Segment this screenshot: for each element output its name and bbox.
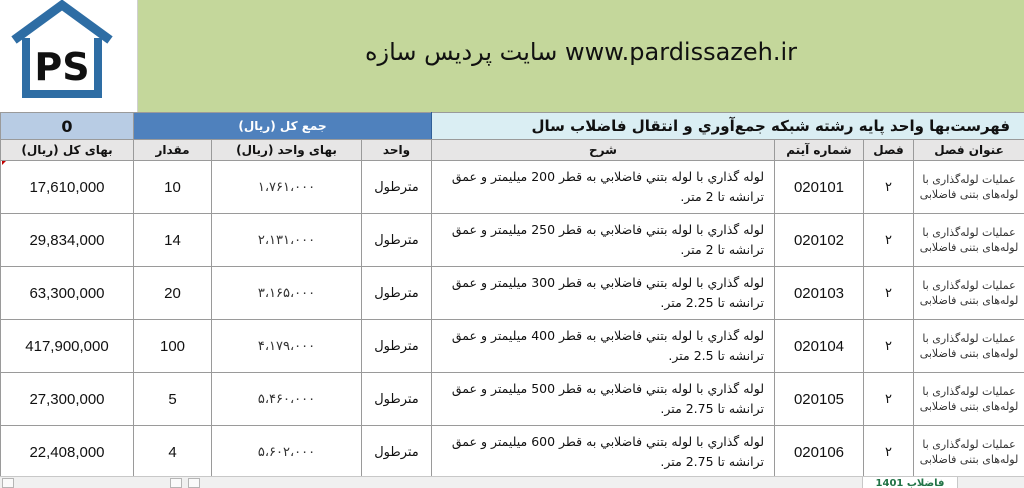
col-header-item-number[interactable]: شماره آیتم bbox=[775, 140, 864, 161]
chapter-title-cell[interactable]: عملیات لوله‌گذاری با لوله‌های بتنی فاضلابی bbox=[914, 267, 1024, 320]
description-cell[interactable]: لوله گذاري با لوله بتني فاضلابي به قطر 300 ميليمتر و عمق ترانشه تا 2.25 متر. bbox=[432, 267, 775, 320]
table-row bbox=[1, 320, 1024, 373]
item-number-cell[interactable]: 020101 bbox=[775, 161, 864, 214]
quantity-cell[interactable]: 14 bbox=[134, 214, 212, 267]
unit-price-cell[interactable]: ۵،۴۶۰،۰۰۰ bbox=[212, 373, 362, 426]
col-header-chapter-title[interactable]: عنوان فصل bbox=[914, 140, 1024, 161]
price-list-sheet bbox=[0, 112, 1024, 479]
col-header-total-price[interactable]: بهای کل (ریال) bbox=[1, 140, 134, 161]
col-header-quantity[interactable]: مقدار bbox=[134, 140, 212, 161]
col-header-unit-price[interactable]: بهای واحد (ریال) bbox=[212, 140, 362, 161]
sheet-tab-bar bbox=[0, 476, 1024, 488]
unit-price-cell[interactable]: ۵،۶۰۲،۰۰۰ bbox=[212, 426, 362, 479]
summary-row bbox=[1, 113, 1024, 140]
table-row bbox=[1, 267, 1024, 320]
house-logo-icon bbox=[0, 0, 138, 112]
chapter-title-cell[interactable]: عملیات لوله‌گذاری با لوله‌های بتنی فاضلابی bbox=[914, 214, 1024, 267]
banner bbox=[0, 0, 1024, 112]
item-number-cell[interactable]: 020105 bbox=[775, 373, 864, 426]
chapter-cell[interactable]: ۲ bbox=[864, 320, 914, 373]
unit-cell[interactable]: مترطول bbox=[362, 426, 432, 479]
item-number-cell[interactable]: 020103 bbox=[775, 267, 864, 320]
banner-title-area bbox=[138, 0, 1024, 112]
table-row bbox=[1, 426, 1024, 479]
price-table bbox=[0, 112, 1024, 479]
col-header-unit[interactable]: واحد bbox=[362, 140, 432, 161]
chapter-title-cell[interactable]: عملیات لوله‌گذاری با لوله‌های بتنی فاضلابی bbox=[914, 161, 1024, 214]
grand-total-value[interactable]: 0 bbox=[1, 113, 134, 140]
description-cell[interactable]: لوله گذاري با لوله بتني فاضلابي به قطر 200 ميليمتر و عمق ترانشه تا 2 متر. bbox=[432, 161, 775, 214]
quantity-cell[interactable]: 5 bbox=[134, 373, 212, 426]
unit-price-cell[interactable]: ۳،۱۶۵،۰۰۰ bbox=[212, 267, 362, 320]
column-header-row bbox=[1, 140, 1024, 161]
description-cell[interactable]: لوله گذاري با لوله بتني فاضلابي به قطر 600 ميليمتر و عمق ترانشه تا 2.75 متر. bbox=[432, 426, 775, 479]
sheet-title[interactable]: فهرست‌بها واحد پایه رشته شبکه جمع‌آوري و انتقال فاضلاب سال bbox=[432, 113, 1024, 140]
quantity-cell[interactable]: 20 bbox=[134, 267, 212, 320]
unit-cell[interactable]: مترطول bbox=[362, 373, 432, 426]
total-price-cell[interactable]: 29,834,000 bbox=[1, 214, 134, 267]
item-number-cell[interactable]: 020104 bbox=[775, 320, 864, 373]
chapter-cell[interactable]: ۲ bbox=[864, 373, 914, 426]
description-cell[interactable]: لوله گذاري با لوله بتني فاضلابي به قطر 400 ميليمتر و عمق ترانشه تا 2.5 متر. bbox=[432, 320, 775, 373]
scroll-split-button[interactable] bbox=[170, 478, 182, 488]
item-number-cell[interactable]: 020106 bbox=[775, 426, 864, 479]
total-price-cell[interactable]: 417,900,000 bbox=[1, 320, 134, 373]
unit-cell[interactable]: مترطول bbox=[362, 214, 432, 267]
unit-price-cell[interactable]: ۴،۱۷۹،۰۰۰ bbox=[212, 320, 362, 373]
logo-text: PS bbox=[34, 45, 90, 89]
company-logo bbox=[0, 0, 138, 112]
total-price-cell[interactable]: 63,300,000 bbox=[1, 267, 134, 320]
total-price-cell[interactable]: 22,408,000 bbox=[1, 426, 134, 479]
description-cell[interactable]: لوله گذاري با لوله بتني فاضلابي به قطر 500 ميليمتر و عمق ترانشه تا 2.75 متر. bbox=[432, 373, 775, 426]
unit-cell[interactable]: مترطول bbox=[362, 161, 432, 214]
quantity-cell[interactable]: 4 bbox=[134, 426, 212, 479]
chapter-cell[interactable]: ۲ bbox=[864, 214, 914, 267]
unit-price-cell[interactable]: ۱،۷۶۱،۰۰۰ bbox=[212, 161, 362, 214]
quantity-cell[interactable]: 100 bbox=[134, 320, 212, 373]
unit-price-cell[interactable]: ۲،۱۳۱،۰۰۰ bbox=[212, 214, 362, 267]
description-cell[interactable]: لوله گذاري با لوله بتني فاضلابي به قطر 250 ميليمتر و عمق ترانشه تا 2 متر. bbox=[432, 214, 775, 267]
grand-total-label-cell[interactable] bbox=[134, 113, 432, 140]
item-number-cell[interactable]: 020102 bbox=[775, 214, 864, 267]
chapter-title-cell[interactable]: عملیات لوله‌گذاری با لوله‌های بتنی فاضلابی bbox=[914, 373, 1024, 426]
col-header-chapter[interactable]: فصل bbox=[864, 140, 914, 161]
total-price-cell[interactable]: 17,610,000 bbox=[1, 161, 134, 214]
total-price-cell[interactable]: 27,300,000 bbox=[1, 373, 134, 426]
table-row bbox=[1, 214, 1024, 267]
chapter-cell[interactable]: ۲ bbox=[864, 161, 914, 214]
chapter-cell[interactable]: ۲ bbox=[864, 267, 914, 320]
col-header-description[interactable]: شرح bbox=[432, 140, 775, 161]
site-title: سایت پردیس سازه www.pardissazeh.ir bbox=[364, 38, 798, 66]
chapter-title-cell[interactable]: عملیات لوله‌گذاری با لوله‌های بتنی فاضلابی bbox=[914, 426, 1024, 479]
unit-cell[interactable]: مترطول bbox=[362, 320, 432, 373]
chapter-cell[interactable]: ۲ bbox=[864, 426, 914, 479]
quantity-cell[interactable]: 10 bbox=[134, 161, 212, 214]
table-row bbox=[1, 161, 1024, 214]
grand-total-label: جمع کل (ریال) bbox=[238, 119, 327, 133]
table-row bbox=[1, 373, 1024, 426]
scroll-right-button[interactable] bbox=[188, 478, 200, 488]
sheet-tab-active[interactable]: فاضلاب 1401 bbox=[862, 477, 958, 488]
scroll-left-button[interactable] bbox=[2, 478, 14, 488]
chapter-title-cell[interactable]: عملیات لوله‌گذاری با لوله‌های بتنی فاضلابی bbox=[914, 320, 1024, 373]
unit-cell[interactable]: مترطول bbox=[362, 267, 432, 320]
